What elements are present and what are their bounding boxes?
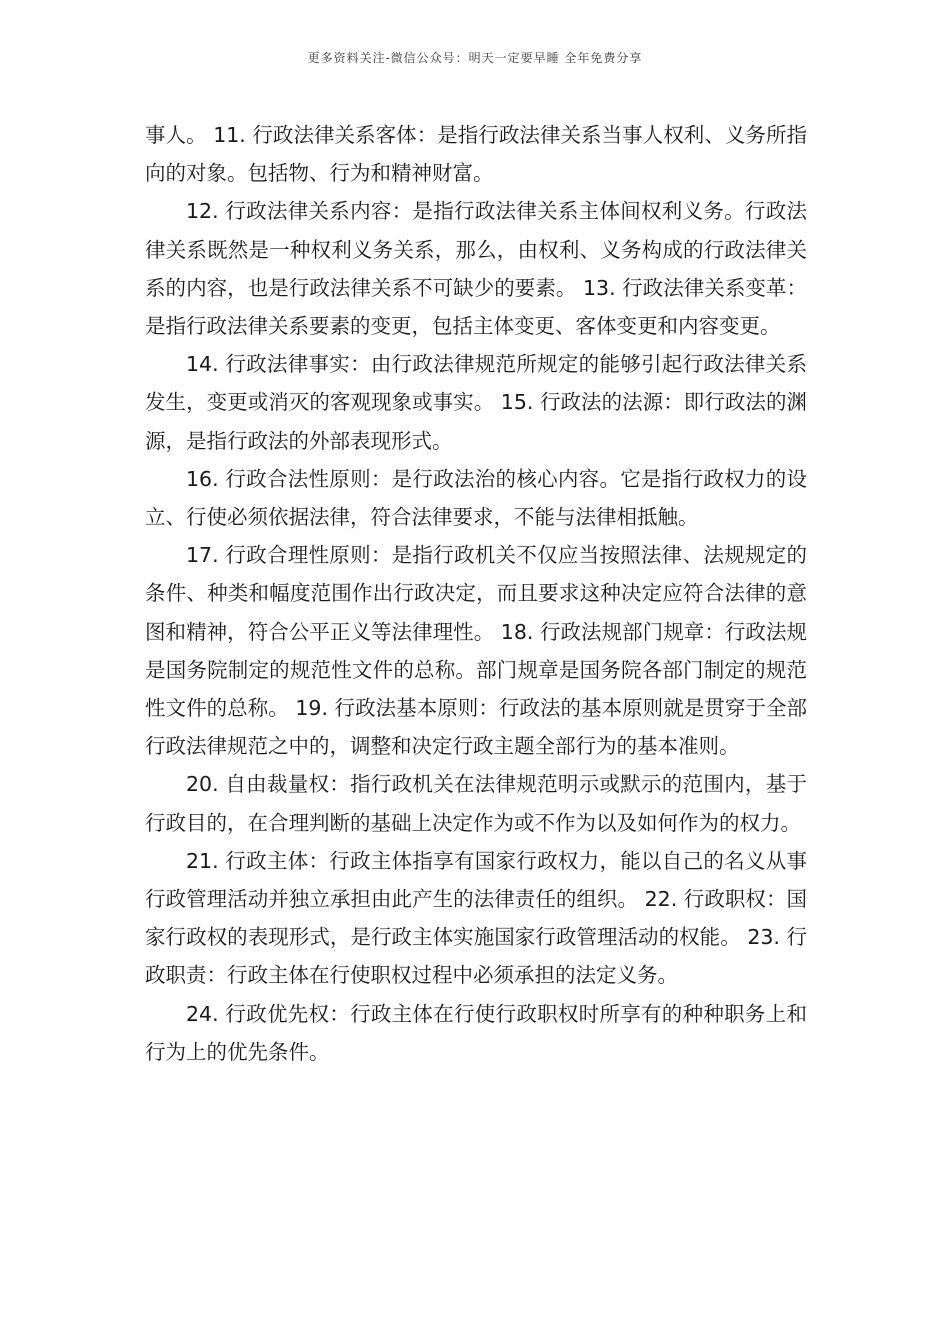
paragraph: 14. 行政法律事实：由行政法律规范所规定的能够引起行政法律关系发生，变更或消灭的客观现象或事实。 15. 行政法的法源：即行政法的渊源，是指行政法的外部表现形式。 xyxy=(145,352,807,453)
paragraph: 21. 行政主体：行政主体指享有国家行政权力，能以自己的名义从事行政管理活动并独立承担由此产生的法律责任的组织。 22. 行政职权：国家行政权的表现形式，是行政主体实施国家行政管理活动的权能。 23. 行政职责：行政主体在行使职权过程中必须承担的法定义务。 xyxy=(145,848,807,988)
document-body xyxy=(145,116,807,1071)
paragraph: 20. 自由裁量权：指行政机关在法律规范明示或默示的范围内，基于行政目的，在合理判断的基础上决定作为或不作为以及如何作为的权力。 xyxy=(145,772,807,835)
paragraph: 12. 行政法律关系内容：是指行政法律关系主体间权利义务。行政法律关系既然是一种权利义务关系，那么，由权利、义务构成的行政法律关系的内容，也是行政法律关系不可缺少的要素。 13. 行政法律关系变革：是指行政法律关系要素的变更，包括主体变更、客体变更和内容变更。 xyxy=(145,199,807,339)
paragraph: 24. 行政优先权：行政主体在行使行政职权时所享有的种种职务上和行为上的优先条件。 xyxy=(145,1001,807,1064)
paragraph: 事人。 11. 行政法律关系客体：是指行政法律关系当事人权利、义务所指向的对象。包括物、行为和精神财富。 xyxy=(145,123,807,186)
paragraph: 17. 行政合理性原则：是指行政机关不仅应当按照法律、法规规定的条件、种类和幅度范围作出行政决定，而且要求这种决定应符合法律的意图和精神，符合公平正义等法律理性。 18. 行政法规部门规章：行政法规是国务院制定的规范性文件的总称。部门规章是国务院各部门制定的规范性文件的总称。 19. 行政法基本原则：行政法的基本原则就是贯穿于全部行政法律规范之中的，调整和决定行政主题全部行为的基本准则。 xyxy=(145,543,807,759)
paragraph: 16. 行政合法性原则：是行政法治的核心内容。它是指行政权力的设立、行使必须依据法律，符合法律要求，不能与法律相抵触。 xyxy=(145,466,807,530)
page-header: 更多资料关注-微信公众号：明天一定要早睡 全年免费分享 xyxy=(307,51,643,65)
